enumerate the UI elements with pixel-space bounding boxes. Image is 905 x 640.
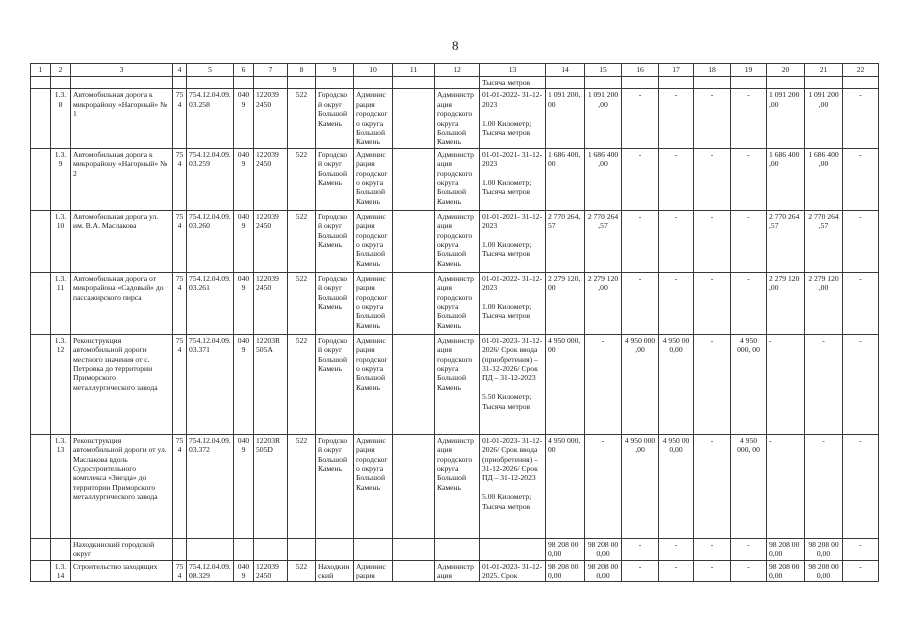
column-number: 15	[585, 64, 622, 77]
cell-c7: 122039 2450	[254, 210, 288, 272]
cell-c22: -	[843, 560, 879, 582]
cell-c6: 0409	[234, 210, 254, 272]
column-number: 9	[316, 64, 354, 77]
cell-c5: 754.12.04.09.08.329	[187, 560, 234, 582]
row-number: 1.3.13	[51, 434, 71, 538]
cell-c5: 754.12.04.09.03.259	[187, 148, 234, 210]
cell-c5: 754.12.04.09.03.260	[187, 210, 234, 272]
subtotal-c16: -	[622, 538, 659, 560]
column-number: 16	[622, 64, 659, 77]
cell-c10: Админис рация городског о округа Большой Камень	[354, 210, 393, 272]
cell-c16: 4 950 000 ,00	[622, 434, 659, 538]
cell-c4: 754	[173, 560, 187, 582]
cell-c14: 4 950 000, 00	[546, 434, 585, 538]
cell-c18: -	[694, 560, 731, 582]
column-number: 12	[435, 64, 480, 77]
row-number: 1.3.9	[51, 148, 71, 210]
cell-c15: -	[585, 334, 622, 434]
empty-cell	[51, 538, 71, 560]
cell-c8: 522	[288, 210, 316, 272]
cell-c21: -	[805, 334, 843, 434]
object-name: Автомобильная дорога к микрорайону «Нагорный» № 1	[71, 89, 173, 148]
page-number: 8	[452, 38, 459, 53]
cell-c22: -	[843, 148, 879, 210]
cell-c10: Админис рация	[354, 560, 393, 582]
cell-c11	[393, 434, 435, 538]
cell-c5: 754.12.04.09.03.258	[187, 89, 234, 148]
cell-c19: -	[731, 272, 767, 334]
cell-c21: 2 279 120 ,00	[805, 272, 843, 334]
cell-c12: Администр ация	[435, 560, 480, 582]
cell-c7: 12203R 505A	[254, 334, 288, 434]
cell-c19: -	[731, 89, 767, 148]
cell-c7: 122039 2450	[254, 560, 288, 582]
cell-c9: Городско й округ Большой Камень	[316, 148, 354, 210]
cell-c19: -	[731, 148, 767, 210]
column-number: 10	[354, 64, 393, 77]
column-number: 21	[805, 64, 843, 77]
cell-c4: 754	[173, 210, 187, 272]
object-name: Реконструкция автомобильной дороги от ул. Маслакова вдоль Судостроительного комплекса «Звезда» до территории Приморского металлургического завода	[71, 434, 173, 538]
cell-c18: -	[694, 434, 731, 538]
column-number: 8	[288, 64, 316, 77]
cell-c19: -	[731, 560, 767, 582]
cell-c17: 4 950 00 0,00	[659, 334, 694, 434]
cell-c9: Находкин ский	[316, 560, 354, 582]
cell-c14: 98 208 00 0,00	[546, 560, 585, 582]
cell-c7: 12203R 505D	[254, 434, 288, 538]
subtotal-row	[31, 538, 879, 560]
column-number: 6	[234, 64, 254, 77]
cell-c9: Городско й округ Большой Камень	[316, 272, 354, 334]
cell-c18: -	[694, 334, 731, 434]
cell-c7: 122039 2450	[254, 148, 288, 210]
column-number: 11	[393, 64, 435, 77]
subtotal-c14: 98 208 00 0,00	[546, 538, 585, 560]
table-row	[31, 210, 879, 272]
cell-c11	[393, 334, 435, 434]
cell-c16: -	[622, 148, 659, 210]
empty-cell	[31, 334, 51, 434]
cell-c22: -	[843, 434, 879, 538]
cell-c15: 2 770 264 ,57	[585, 210, 622, 272]
cell-c10: Админис рация городског о округа Большой Камень	[354, 89, 393, 148]
cell-c11	[393, 272, 435, 334]
cell-c17: 4 950 00 0,00	[659, 434, 694, 538]
cell-c18: -	[694, 148, 731, 210]
row-number: 1.3.8	[51, 89, 71, 148]
cell-c20: -	[767, 334, 805, 434]
column-number: 5	[187, 64, 234, 77]
subtotal-c18: -	[694, 538, 731, 560]
column-number-row	[31, 64, 879, 77]
empty-cell	[31, 538, 51, 560]
cell-c7: 122039 2450	[254, 89, 288, 148]
cell-c6: 0409	[234, 272, 254, 334]
cell-c10: Админис рация городског о округа Большой Камень	[354, 334, 393, 434]
cell-c11	[393, 560, 435, 582]
cell-c14: 4 950 000, 00	[546, 334, 585, 434]
cell-c4: 754	[173, 434, 187, 538]
column-number: 14	[546, 64, 585, 77]
table-row	[31, 560, 879, 582]
cell-c12: Администр ация городского округа Большой Камень	[435, 89, 480, 148]
cell-c12: Администр ация городского округа Большой Камень	[435, 272, 480, 334]
cell-c12: Администр ация городского округа Большой Камень	[435, 148, 480, 210]
cell-c18: -	[694, 210, 731, 272]
cell-c4: 754	[173, 89, 187, 148]
cell-c13: 01-01-2021- 31-12-2023 1.00 Километр; Тысяча метров	[480, 210, 546, 272]
empty-cell	[31, 434, 51, 538]
subtotal-c17: -	[659, 538, 694, 560]
subtotal-c20: 98 208 00 0,00	[767, 538, 805, 560]
cell-c6: 0409	[234, 334, 254, 434]
column-number: 7	[254, 64, 288, 77]
cell-c19: -	[731, 210, 767, 272]
object-name: Автомобильная дорога от микрорайона «Садовый» до пассажирского пирса	[71, 272, 173, 334]
cell-c7: 122039 2450	[254, 272, 288, 334]
cell-c15: 2 279 120 ,00	[585, 272, 622, 334]
data-table	[30, 63, 879, 582]
subtotal-c19: -	[731, 538, 767, 560]
cell-c15: 1 686 400 ,00	[585, 148, 622, 210]
cell-c19: 4 950 000, 00	[731, 434, 767, 538]
cell-c5: 754.12.04.09.03.261	[187, 272, 234, 334]
cell-c21: 1 686 400 ,00	[805, 148, 843, 210]
cell-c4: 754	[173, 148, 187, 210]
empty-cell	[234, 538, 254, 560]
empty-cell	[288, 538, 316, 560]
column-number: 17	[659, 64, 694, 77]
subtotal-c15: 98 208 00 0,00	[585, 538, 622, 560]
empty-cell	[31, 148, 51, 210]
cell-c22: -	[843, 272, 879, 334]
cell-c22: -	[843, 89, 879, 148]
cell-c19: 4 950 000, 00	[731, 334, 767, 434]
cell-c20: 1 091 200 ,00	[767, 89, 805, 148]
cell-c6: 0409	[234, 148, 254, 210]
empty-cell	[393, 538, 435, 560]
cell-c15: 98 208 00 0,00	[585, 560, 622, 582]
cell-c4: 754	[173, 272, 187, 334]
cell-c18: -	[694, 272, 731, 334]
cell-c16: -	[622, 210, 659, 272]
column-number: 1	[31, 64, 51, 77]
cell-c16: -	[622, 272, 659, 334]
cell-c15: 1 091 200 ,00	[585, 89, 622, 148]
row-number: 1.3.12	[51, 334, 71, 434]
object-name: Строительство заходящих	[71, 560, 173, 582]
cell-c22: -	[843, 210, 879, 272]
column-number: 22	[843, 64, 879, 77]
column-number: 4	[173, 64, 187, 77]
cell-c11	[393, 210, 435, 272]
cell-c18: -	[694, 89, 731, 148]
column-number: 13	[480, 64, 546, 77]
empty-cell	[31, 89, 51, 148]
cell-c8: 522	[288, 334, 316, 434]
cell-c15: -	[585, 434, 622, 538]
cell-c8: 522	[288, 148, 316, 210]
cell-c16: -	[622, 560, 659, 582]
cell-c17: -	[659, 89, 694, 148]
cell-c11	[393, 148, 435, 210]
cell-c13: 01-01-2023- 31-12-2025. Срок	[480, 560, 546, 582]
row-number: 1.3.10	[51, 210, 71, 272]
cell-c13: 01-01-2023- 31-12-2026/ Срок ввода (приобретения) – 31-12-2026/ Срок ПД – 31-12-2023 5.50 Километр; Тысяча метров	[480, 334, 546, 434]
cell-c9: Городско й округ Большой Камень	[316, 210, 354, 272]
cell-c6: 0409	[234, 89, 254, 148]
column-number: 18	[694, 64, 731, 77]
cell-c20: -	[767, 434, 805, 538]
cell-c11	[393, 89, 435, 148]
cell-c10: Админис рация городског о округа Большой Камень	[354, 434, 393, 538]
empty-cell	[31, 210, 51, 272]
carry-over-cell: Тысяча метров	[480, 77, 546, 89]
empty-cell	[435, 538, 480, 560]
row-number: 1.3.11	[51, 272, 71, 334]
cell-c14: 1 686 400, 00	[546, 148, 585, 210]
cell-c21: -	[805, 434, 843, 538]
row-number: 1.3.14	[51, 560, 71, 582]
empty-cell	[254, 538, 288, 560]
cell-c20: 2 279 120 ,00	[767, 272, 805, 334]
column-number: 20	[767, 64, 805, 77]
cell-c21: 98 208 00 0,00	[805, 560, 843, 582]
cell-c17: -	[659, 272, 694, 334]
object-name: Реконструкция автомобильной дороги местного значения от с. Петровка до территории Приморского металлургического завода	[71, 334, 173, 434]
empty-cell	[187, 538, 234, 560]
empty-cell	[173, 538, 187, 560]
cell-c14: 2 279 120, 00	[546, 272, 585, 334]
table-row	[31, 89, 879, 148]
carry-over-row	[31, 77, 879, 89]
cell-c9: Городско й округ Большой Камень	[316, 434, 354, 538]
cell-c14: 2 770 264, 57	[546, 210, 585, 272]
cell-c12: Администр ация городского округа Большой Камень	[435, 334, 480, 434]
cell-c20: 1 686 400 ,00	[767, 148, 805, 210]
cell-c13: 01-01-2022- 31-12-2023 1.00 Километр; Тысяча метров	[480, 272, 546, 334]
empty-cell	[31, 560, 51, 582]
cell-c22: -	[843, 334, 879, 434]
cell-c9: Городско й округ Большой Камень	[316, 89, 354, 148]
cell-c12: Администр ация городского округа Большой Камень	[435, 434, 480, 538]
cell-c13: 01-01-2021- 31-12-2023 1.00 Километр; Тысяча метров	[480, 148, 546, 210]
table-row	[31, 148, 879, 210]
cell-c16: -	[622, 89, 659, 148]
cell-c12: Администр ация городского округа Большой Камень	[435, 210, 480, 272]
cell-c20: 2 770 264 ,57	[767, 210, 805, 272]
cell-c16: 4 950 000 ,00	[622, 334, 659, 434]
cell-c21: 1 091 200 ,00	[805, 89, 843, 148]
empty-cell	[316, 538, 354, 560]
subtotal-label: Находкинский городской округ	[71, 538, 173, 560]
cell-c21: 2 770 264 ,57	[805, 210, 843, 272]
cell-c8: 522	[288, 272, 316, 334]
cell-c5: 754.12.04.09.03.371	[187, 334, 234, 434]
cell-c4: 754	[173, 334, 187, 434]
cell-c20: 98 208 00 0,00	[767, 560, 805, 582]
cell-c17: -	[659, 210, 694, 272]
cell-c13: 01-01-2023- 31-12-2026/ Срок ввода (приобретения) – 31-12-2026/ Срок ПД – 31-12-2023 5.00 Километр; Тысяча метров	[480, 434, 546, 538]
column-number: 19	[731, 64, 767, 77]
cell-c17: -	[659, 560, 694, 582]
empty-cell	[480, 538, 546, 560]
table-row	[31, 272, 879, 334]
cell-c14: 1 091 200, 00	[546, 89, 585, 148]
subtotal-c21: 98 208 00 0,00	[805, 538, 843, 560]
cell-c10: Админис рация городског о округа Большой Камень	[354, 272, 393, 334]
cell-c6: 0409	[234, 560, 254, 582]
empty-cell	[354, 538, 393, 560]
cell-c17: -	[659, 148, 694, 210]
cell-c6: 0409	[234, 434, 254, 538]
cell-c8: 522	[288, 560, 316, 582]
cell-c8: 522	[288, 89, 316, 148]
cell-c10: Админис рация городског о округа Большой Камень	[354, 148, 393, 210]
object-name: Автомобильная дорога ул. им. В.А. Маслакова	[71, 210, 173, 272]
table-row	[31, 334, 879, 434]
cell-c9: Городско й округ Большой Камень	[316, 334, 354, 434]
cell-c13: 01-01-2022- 31-12-2023 1.00 Километр; Тысяча метров	[480, 89, 546, 148]
empty-cell	[31, 272, 51, 334]
column-number: 3	[71, 64, 173, 77]
table-row	[31, 434, 879, 538]
cell-c8: 522	[288, 434, 316, 538]
cell-c5: 754.12.04.09.03.372	[187, 434, 234, 538]
object-name: Автомобильная дорога к микрорайону «Нагорный» № 2	[71, 148, 173, 210]
subtotal-c22: -	[843, 538, 879, 560]
column-number: 2	[51, 64, 71, 77]
